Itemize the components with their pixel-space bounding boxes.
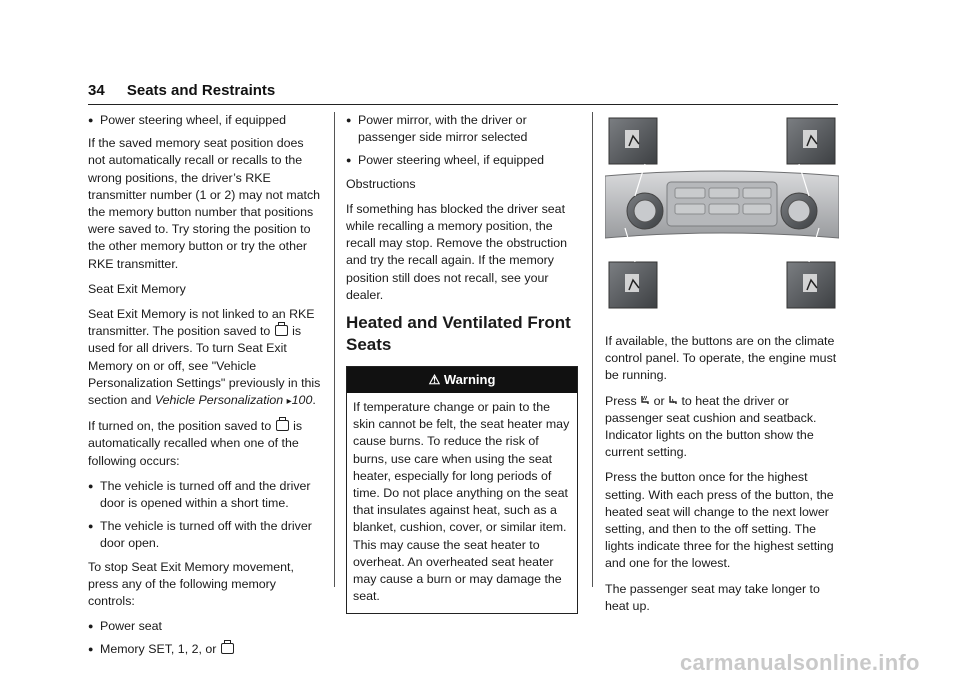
- subheading-seat-exit-memory: Seat Exit Memory: [88, 281, 186, 296]
- heated-seatback-icon: [668, 395, 678, 406]
- paragraph: To stop Seat Exit Memory movement, press any of the following memory controls:: [88, 559, 294, 609]
- paragraph: If the saved memory seat position does not automatically recall or recalls to the wrong positions, the driver’s RKE transmitter number (1 or 2) may not match the memory button number that positions were saved to. Try storing the position to the other memory button or try the other RKE transmitter.: [88, 136, 321, 271]
- list-item: ● The vehicle is turned off with the driver door open.: [88, 518, 324, 552]
- paragraph: If turned on, the position saved to is automatically recalled when one of the following occurs:: [88, 419, 303, 468]
- list-item: ● Power steering wheel, if equipped: [88, 112, 324, 129]
- column-divider: [334, 112, 335, 587]
- paragraph: If something has blocked the driver seat while recalling a memory position, the recall may stop. Remove the obstruction and try the recall again. If the memory position still does not recall, see your dealer.: [346, 201, 568, 302]
- page-number: 34: [88, 82, 105, 99]
- memory-button-icon: [221, 643, 234, 654]
- section-title: Seats and Restraints: [126, 82, 276, 99]
- page-ref-icon: ▸: [286, 396, 292, 408]
- paragraph: Press the button once for the highest setting. With each press of the button, the heated seat will change to the next lower setting, and then to the off setting. The lights indicate three for the highest setting and one for the lowest.: [605, 470, 834, 571]
- column-2: [346, 112, 578, 614]
- paragraph: Press or to heat the driver or passenger seat cushion and seatback. Indicator lights on the button show the current setting.: [605, 393, 817, 460]
- column-3: [605, 333, 839, 623]
- paragraph: The passenger seat may take longer to heat up.: [605, 581, 820, 613]
- watermark: carmanualsonline.info: [680, 650, 920, 675]
- paragraph: Seat Exit Memory is not linked to an RKE transmitter. The position saved to is used for all drivers. To turn Seat Exit Memory on or off, see "Vehicle Personalization Settings" previously in this section and Vehicle Personalization ▸100.: [88, 307, 321, 408]
- warning-box: [346, 366, 578, 614]
- list-item: ● The vehicle is turned off and the driver door is opened within a short time.: [88, 478, 324, 512]
- heated-seat-controls-illustration: [605, 116, 839, 312]
- paragraph: If available, the buttons are on the climate control panel. To operate, the engine must be running.: [605, 334, 837, 383]
- page-reference[interactable]: 100: [291, 393, 313, 408]
- list-item: ● Memory SET, 1, 2, or: [88, 641, 324, 658]
- heated-seat-cushion-icon: [640, 395, 650, 406]
- list-item: ● Power mirror, with the driver or passenger side mirror selected: [346, 112, 578, 146]
- warning-header: [347, 367, 577, 393]
- list-item: ● Power seat: [88, 618, 324, 635]
- warning-title: Warning: [443, 372, 496, 388]
- memory-button-icon: [276, 420, 289, 431]
- subheading-obstructions: Obstructions: [346, 176, 416, 191]
- column-1: [88, 112, 324, 665]
- list-item: ● Power steering wheel, if equipped: [346, 152, 578, 169]
- section-heading: Heated and Ventilated Front Seats: [346, 313, 571, 355]
- warning-icon: ⚠: [428, 372, 441, 388]
- warning-text: If temperature change or pain to the skin cannot be felt, the seat heater may cause burns. To reduce the risk of burns, use care when using the seat heater, especially for long periods of time. Do not place anything on the seat that insulates against heat, such as a blanket, cushion, cover, or similar item. This may cause the seat heater to overheat. An overheated seat heater may cause a burn or may damage the seat.: [353, 400, 570, 604]
- page-header: [88, 82, 838, 105]
- cross-reference[interactable]: Vehicle Personalization: [154, 393, 284, 408]
- column-divider: [592, 112, 593, 587]
- memory-button-icon: [275, 325, 288, 336]
